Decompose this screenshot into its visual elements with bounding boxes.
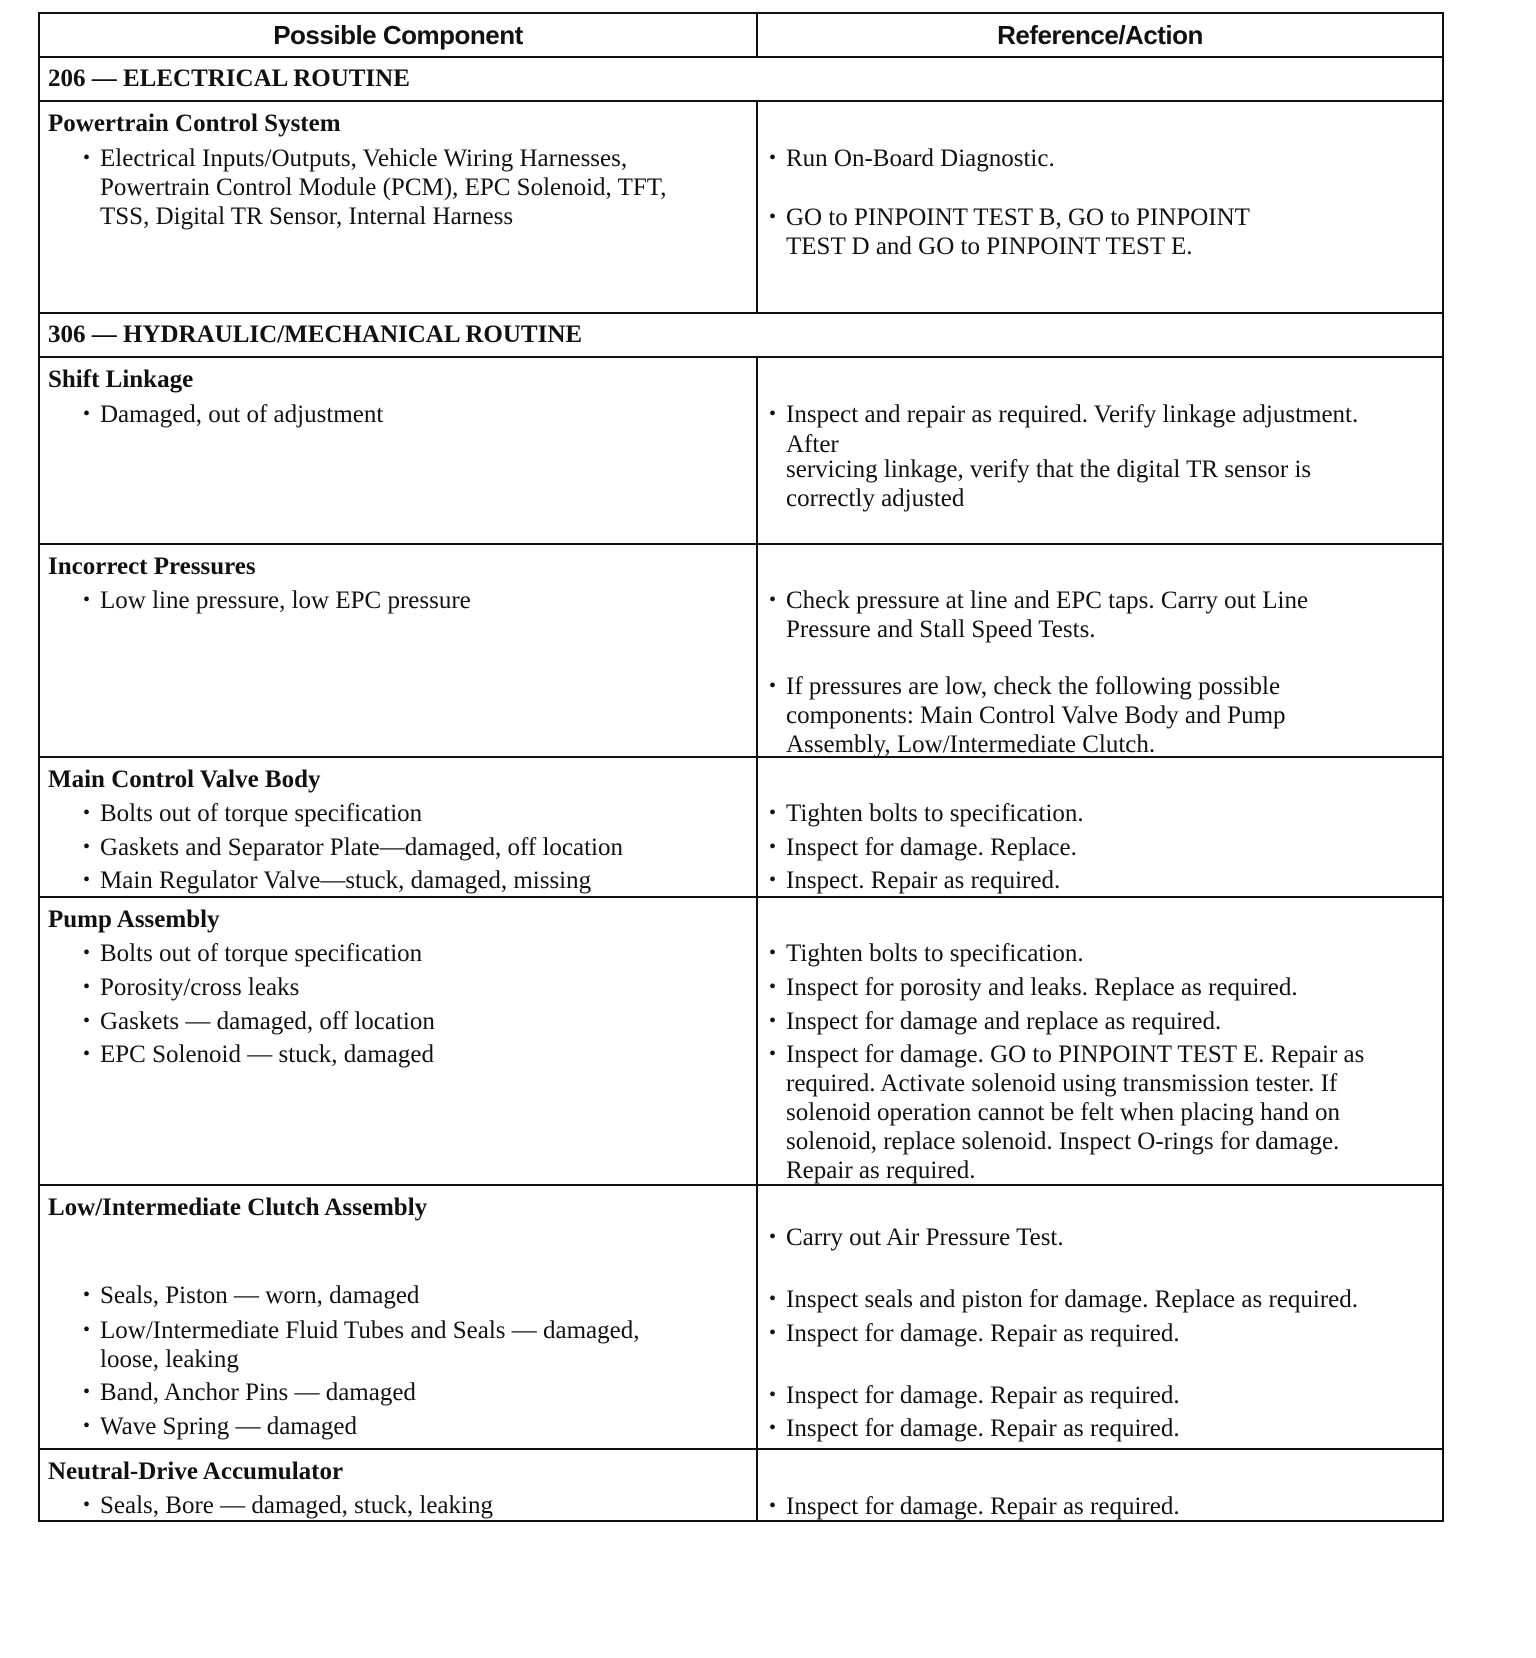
component-cell (40, 758, 758, 896)
component-row (40, 102, 1442, 314)
column-header-action: Reference/Action (997, 19, 1203, 50)
action-cell (758, 102, 1442, 312)
component-title: Shift Linkage (48, 366, 194, 393)
component-item-line: • Low/Intermediate Fluid Tubes and Seals — damaged, (100, 1316, 640, 1345)
action-item-line: solenoid operation cannot be felt when placing hand on (786, 1099, 1341, 1126)
component-item-line: • Band, Anchor Pins — damaged (100, 1378, 416, 1407)
component-item-line: • Bolts out of torque specification (100, 939, 422, 968)
action-item-line: • Inspect. Repair as required. (786, 866, 1060, 895)
action-item-line: • Inspect for damage. Repair as required. (786, 1414, 1180, 1443)
action-item-line: • Check pressure at line and EPC taps. Carry out Line (786, 586, 1308, 615)
action-cell (758, 1186, 1442, 1448)
component-item-line: • Main Regulator Valve—stuck, damaged, missing (100, 866, 591, 895)
column-header-component: Possible Component (40, 14, 758, 56)
action-cell (758, 898, 1442, 1184)
action-item-line: • Inspect for damage. Repair as required. (786, 1381, 1180, 1410)
action-item-line: correctly adjusted (786, 485, 965, 512)
action-item-line: Pressure and Stall Speed Tests. (786, 616, 1096, 643)
component-cell (40, 358, 758, 543)
component-row (40, 1450, 1442, 1520)
component-item-line: Powertrain Control Module (PCM), EPC Solenoid, TFT, (100, 174, 667, 201)
component-item-line: • Seals, Bore — damaged, stuck, leaking (100, 1491, 493, 1520)
routine-heading: 206 — ELECTRICAL ROUTINE (40, 58, 1442, 102)
action-item-line: Repair as required. (786, 1157, 976, 1184)
component-item-line: • Low line pressure, low EPC pressure (100, 586, 471, 615)
component-item-line: • Damaged, out of adjustment (100, 400, 383, 429)
component-row (40, 1186, 1442, 1450)
routine-heading: 306 — HYDRAULIC/MECHANICAL ROUTINE (40, 314, 1442, 358)
component-item-line: • Gaskets — damaged, off location (100, 1007, 435, 1036)
component-row (40, 358, 1442, 545)
component-title: Pump Assembly (48, 906, 220, 933)
action-item-line: • Inspect seals and piston for damage. Replace as required. (786, 1285, 1358, 1314)
action-item-line: • Inspect for damage. Repair as required. (786, 1319, 1180, 1348)
action-item-line: components: Main Control Valve Body and Pump (786, 702, 1286, 729)
component-item-line: • Gaskets and Separator Plate—damaged, off location (100, 833, 623, 862)
component-title: Low/Intermediate Clutch Assembly (48, 1194, 428, 1221)
action-item-line: • GO to PINPOINT TEST B, GO to PINPOINT (786, 203, 1250, 232)
component-item-line: TSS, Digital TR Sensor, Internal Harness (100, 203, 514, 230)
action-item-line: servicing linkage, verify that the digital TR sensor is (786, 456, 1312, 483)
action-item-line: • Run On-Board Diagnostic. (786, 144, 1055, 173)
component-item-line: • Electrical Inputs/Outputs, Vehicle Wiring Harnesses, (100, 144, 627, 173)
component-cell (40, 1450, 758, 1520)
action-cell (758, 545, 1442, 756)
action-item-line: • Inspect for damage. GO to PINPOINT TEST E. Repair as (786, 1040, 1364, 1069)
component-item-line: • Bolts out of torque specification (100, 799, 422, 828)
action-item-line: • Tighten bolts to specification. (786, 939, 1084, 968)
component-title: Powertrain Control System (48, 110, 341, 137)
action-cell (758, 1450, 1442, 1520)
diagnosis-table (38, 12, 1444, 1522)
component-row (40, 898, 1442, 1186)
component-item-line: loose, leaking (100, 1346, 239, 1373)
component-item-line: • Seals, Piston — worn, damaged (100, 1281, 419, 1310)
action-item-line: • Inspect for damage. Replace. (786, 833, 1077, 862)
action-item-line: TEST D and GO to PINPOINT TEST E. (786, 233, 1193, 260)
table-body (40, 58, 1442, 1520)
component-cell (40, 545, 758, 756)
table-header (40, 14, 1442, 58)
component-title: Neutral-Drive Accumulator (48, 1458, 344, 1485)
action-cell (758, 758, 1442, 896)
action-item-line: • Inspect for porosity and leaks. Replace as required. (786, 973, 1298, 1002)
component-cell (40, 1186, 758, 1448)
action-item-line: solenoid, replace solenoid. Inspect O-rings for damage. (786, 1128, 1340, 1155)
component-item-line: • Wave Spring — damaged (100, 1412, 357, 1441)
component-cell (40, 898, 758, 1184)
action-cell (758, 358, 1442, 543)
component-row (40, 545, 1442, 758)
action-item-line: • If pressures are low, check the following possible (786, 672, 1280, 701)
action-item-line: Assembly, Low/Intermediate Clutch. (786, 731, 1156, 758)
action-item-line: • Inspect and repair as required. Verify linkage adjustment. (786, 400, 1358, 429)
action-item-line: • Carry out Air Pressure Test. (786, 1223, 1064, 1252)
component-item-line: • Porosity/cross leaks (100, 973, 299, 1002)
component-row (40, 758, 1442, 898)
action-item-line: • Tighten bolts to specification. (786, 799, 1084, 828)
component-title: Incorrect Pressures (48, 553, 256, 580)
action-item-line: required. Activate solenoid using transmission tester. If (786, 1070, 1338, 1097)
component-item-line: • EPC Solenoid — stuck, damaged (100, 1040, 434, 1069)
action-item-line: After (786, 431, 839, 458)
action-item-line: • Inspect for damage. Repair as required. (786, 1492, 1180, 1521)
component-title: Main Control Valve Body (48, 766, 321, 793)
action-item-line: • Inspect for damage and replace as required. (786, 1007, 1221, 1036)
component-cell (40, 102, 758, 312)
